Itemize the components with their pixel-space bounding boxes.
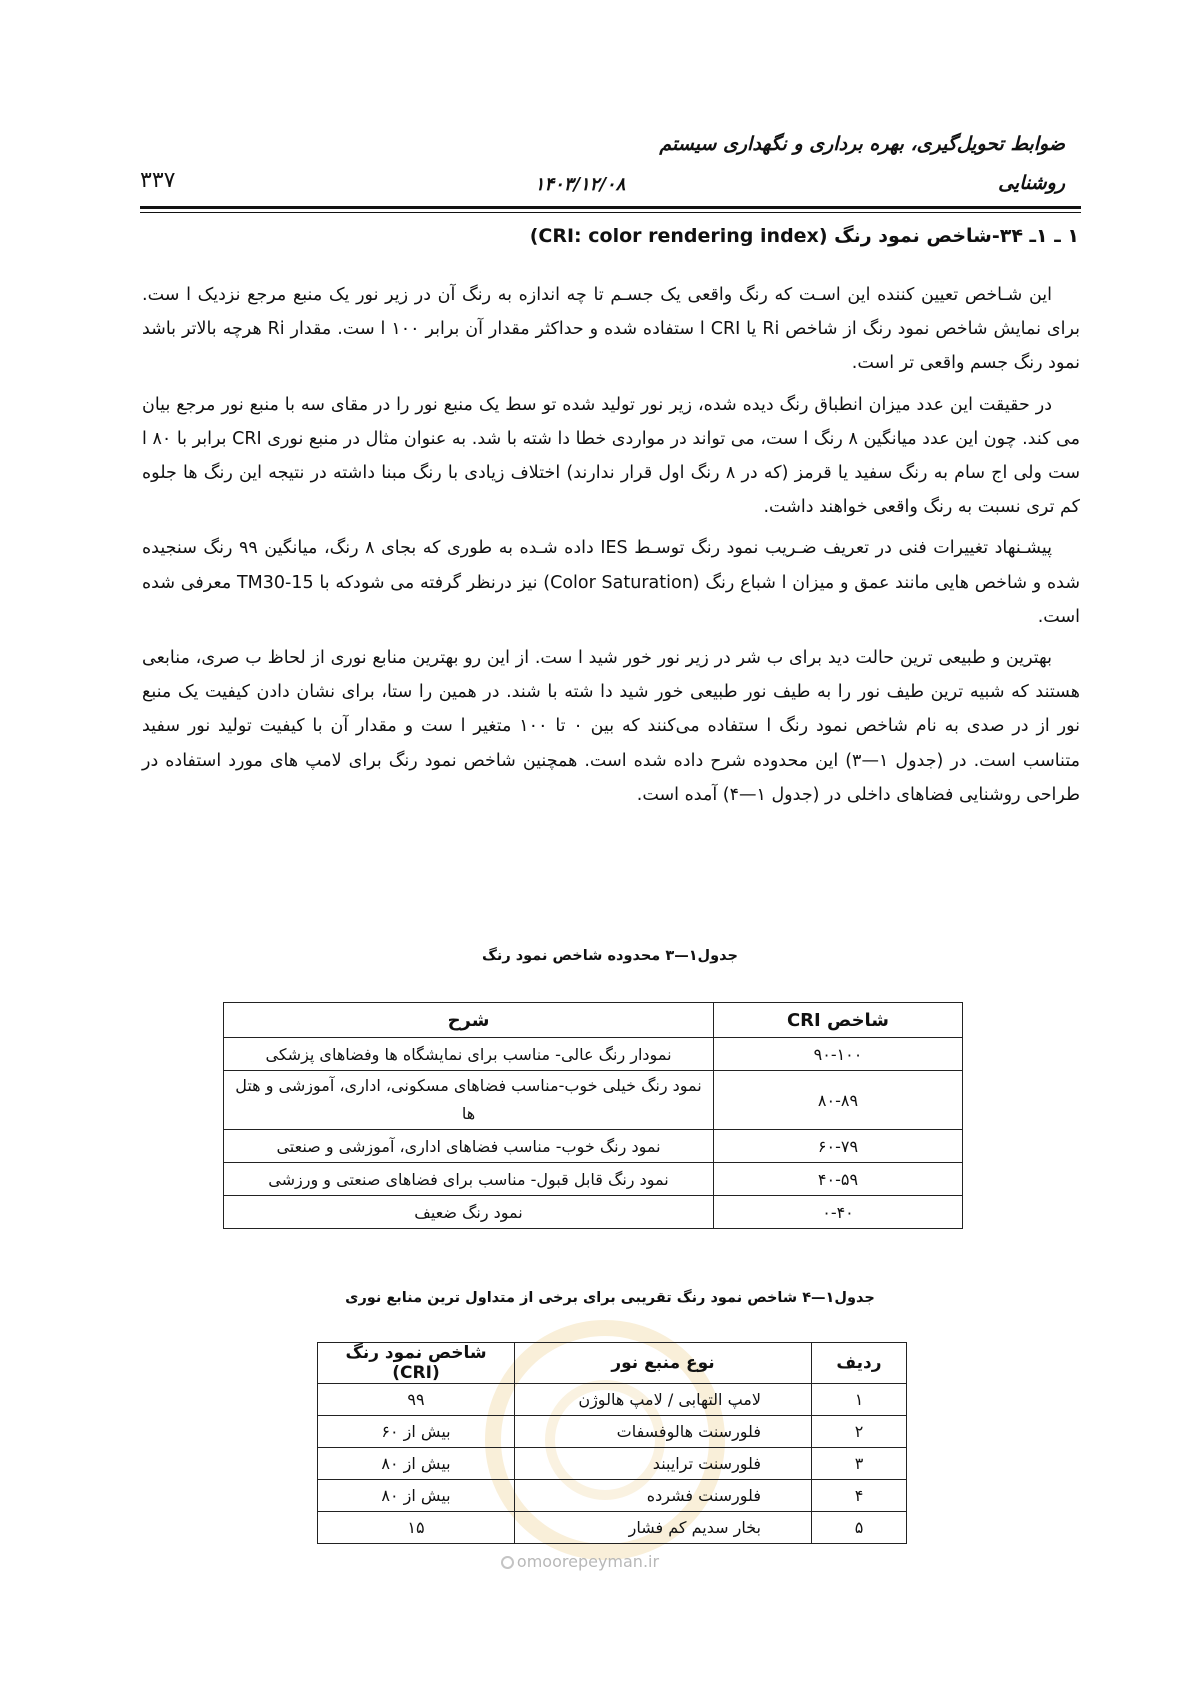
header-rule-thin [140,212,1081,213]
cri-value: ۹۹ [318,1384,515,1416]
cri-description: نمود رنگ ضعیف [224,1196,714,1229]
header-cri: شاخص نمود رنگ (CRI) [318,1343,515,1384]
cri-description: نمود رنگ خیلی خوب-مناسب فضاهای مسکونی، اداری، آموزشی و هتل ها [224,1071,714,1130]
header-date: ۱۴۰۳/۱۲/۰۸ [534,174,626,195]
paragraph: این شـاخص تعیین کننده این اسـت که رنگ واقعی یک جسـم تا چه اندازه به رنگ آن در زیر نور یک منبع مرجع نزدیک ا ست. برای نمایش شاخص نمود رنگ از شاخص Ri یا CRI ا ستفاده شده و حداکثر مقدار آن برابر ۱۰۰ ا ست. مقدار Ri هرچه بالاتر باشد نمود رنگ جسم واقعی تر است. [142,285,1080,374]
table-row [318,1384,907,1416]
watermark-url-text: omoorepeyman.ir [516,1552,660,1571]
row-number: ۱ [812,1384,907,1416]
row-number: ۲ [812,1416,907,1448]
row-number: ۴ [812,1480,907,1512]
cri-value: بیش از ۸۰ [318,1480,515,1512]
table-row [224,1196,963,1229]
table2-caption: جدول۱—۴ شاخص نمود رنگ تقریبی برای برخی از متداول ترین منابع نوری [345,1290,875,1306]
light-source: فلورسنت فشرده [515,1480,812,1512]
cri-range: ۸۰-۸۹ [714,1071,963,1130]
cri-description: نمود رنگ خوب- مناسب فضاهای اداری، آموزشی و صنعتی [224,1130,714,1163]
table-row [224,1130,963,1163]
light-source: فلورسنت ترایبند [515,1448,812,1480]
table-row [318,1448,907,1480]
section-heading: ۱ ـ ۱ـ ۳۴-شاخص نمود رنگ (CRI: color rendering index) [529,225,1079,247]
light-source: لامپ التهابی / لامپ هالوژن [515,1384,812,1416]
light-source: فلورسنت هالوفسفات [515,1416,812,1448]
row-number: ۵ [812,1512,907,1544]
table-header-row [318,1343,907,1384]
header-title-continued: روشنایی [998,172,1065,194]
cri-value: ۱۵ [318,1512,515,1544]
table-row [224,1038,963,1071]
header-light-source: نوع منبع نور [515,1343,812,1384]
light-source: بخار سدیم کم فشار [515,1512,812,1544]
page-number: ۳۳۷ [140,168,176,193]
paragraph: در حقیقت این عدد میزان انطباق رنگ دیده شده، زیر نور تولید شده تو سط یک منبع نور را در مقای سه با منبع نور مرجع بیان می کند. چون این عدد میانگین ۸ رنگ ا ست، می تواند در مواردی خطا دا شته با شد. به عنوان مثال در منبع نوری CRI برابر با ۸۰ ا ست ولی اج سام به رنگ سفید یا قرمز (که در ۸ رنگ اول قرار ندارند) اختلاف زیادی با رنگ مبنا داشته در نتیجه این رنگ ها جلوه کم تری نسبت به رنگ واقعی خواهند داشت. [142,394,1080,518]
table-row [318,1512,907,1544]
table-row [318,1480,907,1512]
cri-range: ۶۰-۷۹ [714,1130,963,1163]
instagram-icon [501,1556,514,1569]
table-header-row [224,1003,963,1038]
row-number: ۳ [812,1448,907,1480]
cri-description: نمود رنگ قابل قبول- مناسب برای فضاهای صنعتی و ورزشی [224,1163,714,1196]
cri-value: بیش از ۶۰ [318,1416,515,1448]
light-source-cri-table [317,1342,907,1544]
paragraph: پیشـنهاد تغییرات فنی در تعریف ضـریب نمود رنگ توسـط IES داده شـده به طوری که بجای ۸ رنگ، میانگین ۹۹ رنگ سنجیده شده و شاخص هایی مانند عمق و میزان ا شباع رنگ (Color Saturation) نیز درنظر گرفته می شودکه با TM30-15 معرفی شده است. [142,538,1080,627]
table1-caption: جدول۱—۳ محدوده شاخص نمود رنگ [482,948,738,964]
watermark-url [480,1552,680,1571]
table-row [224,1163,963,1196]
body-text [142,278,1080,819]
cri-range: ۴۰-۵۹ [714,1163,963,1196]
table-row [224,1071,963,1130]
header-row-number: ردیف [812,1343,907,1384]
header-title: ضوابط تحویل‌گیری، بهره برداری و نگهداری سیستم [659,133,1065,155]
header-rule-thick [140,206,1081,209]
cri-range-table [223,1002,963,1229]
cri-description: نمودار رنگ عالی- مناسب برای نمایشگاه ها وفضاهای پزشکی [224,1038,714,1071]
table-row [318,1416,907,1448]
header-cri: شاخص CRI [714,1003,963,1038]
cri-range: ۹۰-۱۰۰ [714,1038,963,1071]
cri-value: بیش از ۸۰ [318,1448,515,1480]
header-description: شرح [224,1003,714,1038]
cri-range: ۰-۴۰ [714,1196,963,1229]
paragraph: بهترین و طبیعی ترین حالت دید برای ب شر در زیر نور خور شید ا ست. از این رو بهترین منابع نوری از لحاظ ب صری، منابعی هستند که شبیه ترین طیف نور را به طیف نور طبیعی خور شید دا شته با شند. در همین را ستا، برای نشان دادن کیفیت یک منبع نور از در صدی به نام شاخص نمود رنگ ا ستفاده می‌کنند که بین ۰ تا ۱۰۰ متغیر ا ست و مقدار آن با کیفیت تولید نور سفید متناسب است. در (جدول ۱—۳) این محدوده شرح داده شده است. همچنین شاخص نمود رنگ برای لامپ های مورد استفاده در طراحی روشنایی فضاهای داخلی در (جدول ۱—۴) آمده است. [142,648,1080,805]
